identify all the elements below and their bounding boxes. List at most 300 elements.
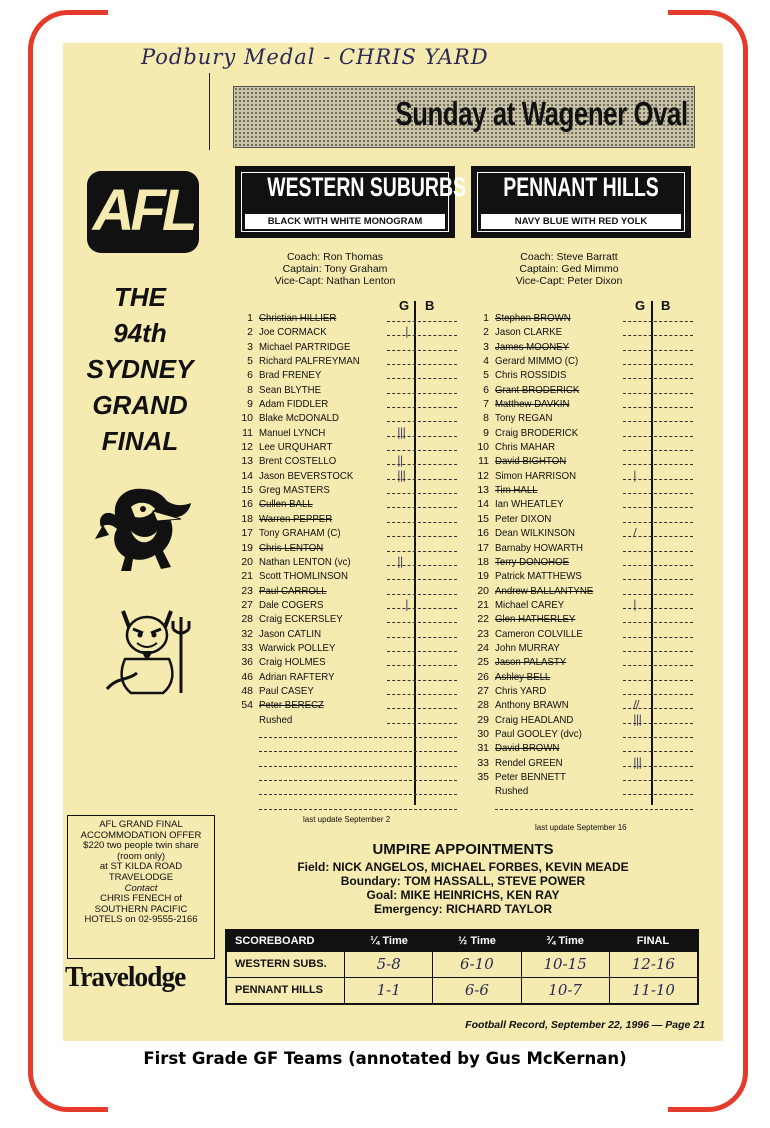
player-name: Craig ECKERSLEY (259, 613, 343, 626)
player-row (237, 340, 457, 354)
handwritten-annotation: Podbury Medal - CHRIS YARD (141, 45, 489, 69)
player-number: 6 (483, 383, 489, 396)
player-number: 3 (247, 340, 253, 353)
player-row (473, 483, 693, 497)
pennant-goals-header: G (635, 298, 646, 313)
goals-tally: / (633, 526, 636, 540)
accommodation-line: HOTELS on 02-9555-2166 (84, 914, 198, 926)
player-number: 54 (241, 699, 253, 712)
score-line (623, 622, 693, 623)
player-row (237, 469, 457, 483)
score-line (623, 493, 693, 494)
player-name: Scott THOMLINSON (259, 570, 348, 583)
player-number: 20 (241, 555, 253, 568)
player-row (237, 727, 457, 741)
player-number: 9 (247, 398, 253, 411)
player-name: Adrian RAFTERY (259, 670, 335, 683)
player-row (237, 784, 457, 798)
player-row (237, 770, 457, 784)
player-name: Nathan LENTON (vc) (259, 555, 351, 568)
player-number: 5 (247, 355, 253, 368)
pennant-coach: Coach: Steve Barratt (520, 251, 618, 263)
score-line (387, 651, 457, 652)
score-line (623, 335, 693, 336)
player-number: 28 (241, 613, 253, 626)
score-line (623, 522, 693, 523)
player-row (473, 655, 693, 669)
score-line (387, 335, 457, 336)
player-name: Lee URQUHART (259, 441, 333, 454)
player-row (237, 368, 457, 382)
player-name: Adam FIDDLER (259, 398, 329, 411)
score-line (387, 680, 457, 681)
afl-logo-text: AFL (92, 178, 194, 243)
player-number: 16 (477, 527, 489, 540)
three-quarter-time-header: ¾ Time (546, 935, 584, 947)
player-name: Gerard MIMMO (C) (495, 355, 579, 368)
umpire-goal: Goal: MIKE HEINRICHS, KEN RAY (366, 888, 560, 902)
venue-banner-text: Sunday at Wagener Oval (395, 95, 688, 132)
score-line (387, 350, 457, 351)
player-row (473, 684, 693, 698)
accommodation-line: TRAVELODGE (108, 871, 174, 883)
player-name: Paul CARROLL (259, 584, 327, 597)
player-name: Craig HOLMES (259, 656, 326, 669)
player-name: Simon HARRISON (495, 469, 577, 482)
title-line: SYDNEY (86, 354, 194, 384)
score-line (623, 321, 693, 322)
umpire-boundary: Boundary: TOM HASSALL, STEVE POWER (340, 874, 586, 888)
player-row (473, 340, 693, 354)
player-row (473, 598, 693, 612)
player-number: 17 (477, 541, 489, 554)
western-suburbs-team-box (235, 166, 466, 238)
score-line (623, 637, 693, 638)
player-name: Anthony BRAWN (495, 699, 569, 712)
scoreboard-team: WESTERN SUBS. (235, 958, 327, 970)
player-number: 33 (477, 756, 489, 769)
player-number: 11 (242, 426, 253, 439)
player-row (473, 497, 693, 511)
player-number: 33 (241, 641, 253, 654)
player-name: Ian WHEATLEY (495, 498, 564, 511)
player-name: Brad FRENEY (259, 369, 322, 382)
score-line (623, 393, 693, 394)
player-number: 9 (483, 426, 489, 439)
player-row (473, 411, 693, 425)
player-row (237, 598, 457, 612)
score-line (495, 809, 693, 810)
player-name: Christian HILLIER (259, 312, 337, 324)
player-number: 21 (241, 570, 253, 583)
player-name: Jason CATLIN (259, 627, 322, 640)
player-name: Jason CLARKE (495, 326, 563, 339)
player-number: 1 (483, 312, 489, 324)
player-row (237, 526, 457, 540)
score-line (623, 551, 693, 552)
player-number: 15 (477, 512, 489, 525)
scoreboard-row (227, 977, 697, 1003)
accommodation-line: Contact (124, 882, 158, 894)
score-cell: 10-7 (521, 978, 609, 1003)
player-number: 13 (477, 484, 489, 497)
goals-tally: || (397, 554, 403, 568)
score-line (387, 551, 457, 552)
player-number: 11 (478, 455, 489, 468)
player-name: Chris MAHAR (495, 441, 556, 454)
afl-logo-icon (87, 171, 199, 253)
player-row (237, 426, 457, 440)
accommodation-offer-text (68, 816, 214, 926)
title-line: 94th (113, 318, 167, 348)
player-row (237, 655, 457, 669)
player-name: Michael CAREY (495, 598, 565, 611)
western-vice-captain: Vice-Capt: Nathan Lenton (274, 275, 396, 287)
player-number: 28 (477, 699, 489, 712)
score-line (387, 665, 457, 666)
score-line (387, 522, 457, 523)
player-number: 22 (477, 613, 489, 626)
player-name: Glen HATHERLEY (495, 613, 576, 626)
player-row (237, 497, 457, 511)
player-row (237, 713, 457, 727)
player-row (237, 541, 457, 555)
player-row (237, 627, 457, 641)
accommodation-offer-box (67, 815, 215, 959)
score-line (387, 407, 457, 408)
player-number: 23 (477, 627, 489, 640)
player-name: Manuel LYNCH (259, 426, 326, 439)
player-number: 12 (241, 441, 253, 454)
western-captain: Captain: Tony Graham (282, 263, 388, 275)
score-line (623, 507, 693, 508)
player-name: Rushed (495, 785, 529, 798)
accommodation-line: (room only) (116, 850, 166, 862)
player-row (473, 727, 693, 741)
player-row (473, 526, 693, 540)
player-number: 7 (483, 398, 489, 411)
player-number: 15 (241, 484, 253, 497)
score-line (623, 794, 693, 795)
western-coach: Coach: Ron Thomas (286, 251, 384, 263)
player-number: 46 (241, 670, 253, 683)
player-number: 6 (247, 369, 253, 382)
player-number: 1 (247, 312, 253, 324)
pennant-behinds-header: B (661, 298, 671, 313)
score-line (623, 651, 693, 652)
player-row (237, 741, 457, 755)
player-number: 24 (477, 641, 489, 654)
player-row (473, 469, 693, 483)
player-name: Greg MASTERS (259, 484, 330, 497)
score-line (387, 493, 457, 494)
score-line (387, 507, 457, 508)
player-number: 5 (483, 369, 489, 382)
pennant-staff (469, 251, 669, 287)
player-number: 35 (477, 771, 489, 783)
western-goals-header: G (399, 298, 410, 313)
goals-tally: ||| (633, 712, 642, 726)
pennant-last-update: last update September 16 (535, 823, 627, 832)
accommodation-line: at ST KILDA ROAD (99, 861, 183, 873)
score-cell: 6-6 (432, 978, 520, 1003)
final-header: FINAL (636, 935, 670, 947)
player-name: Rushed (259, 713, 293, 726)
player-name: Jason PALASTY (495, 656, 567, 669)
devil-mascot-icon (97, 597, 197, 697)
score-line (623, 594, 693, 595)
pennant-team-colours: NAVY BLUE WITH RED YOLK (481, 214, 681, 229)
umpire-emergency: Emergency: RICHARD TAYLOR (373, 902, 553, 916)
score-cell: 1-1 (344, 978, 432, 1003)
score-line (387, 393, 457, 394)
player-name: Paul GOOLEY (dvc) (495, 727, 582, 740)
player-number: 27 (241, 598, 253, 611)
accommodation-line: AFL GRAND FINAL (99, 819, 183, 830)
score-line (623, 450, 693, 451)
goals-tally: ||| (633, 755, 642, 769)
player-number: 21 (477, 598, 489, 611)
player-name: Paul CASEY (259, 684, 314, 697)
player-row (473, 799, 693, 813)
accommodation-line: CHRIS FENECH of (100, 893, 182, 905)
player-name: Andrew BALLANTYNE (495, 584, 594, 597)
player-number: 14 (477, 498, 489, 511)
score-line (387, 450, 457, 451)
accommodation-line: $220 two people twin share (83, 840, 199, 852)
player-number: 19 (241, 541, 253, 554)
score-line (387, 637, 457, 638)
player-name: Patrick MATTHEWS (495, 570, 582, 583)
player-name: Peter DIXON (495, 512, 552, 525)
player-row (473, 584, 693, 598)
score-line (387, 421, 457, 422)
goals-tally: ||| (397, 468, 406, 482)
player-number: 10 (241, 412, 253, 425)
player-number: 4 (483, 355, 489, 368)
score-line (623, 436, 693, 437)
player-number: 17 (241, 527, 253, 540)
score-line (623, 378, 693, 379)
score-line (387, 708, 457, 709)
player-number: 3 (483, 340, 489, 353)
score-line (623, 780, 693, 781)
pennant-captain: Captain: Ged Mimmo (519, 263, 619, 275)
player-row (237, 698, 457, 712)
divider-line (209, 73, 210, 150)
player-name: Sean BLYTHE (259, 383, 322, 396)
player-name: Matthew DAVKIN (495, 398, 570, 411)
player-row (473, 368, 693, 382)
score-line (387, 694, 457, 695)
score-cell: 5-8 (344, 952, 432, 977)
player-row (473, 770, 693, 784)
half-time-header: ½ Time (458, 935, 496, 947)
player-row (237, 641, 457, 655)
score-line (387, 536, 457, 537)
player-row (237, 325, 457, 339)
player-row (473, 670, 693, 684)
player-row (237, 383, 457, 397)
umpire-heading: UMPIRE APPOINTMENTS (372, 841, 554, 858)
score-line (623, 565, 693, 566)
western-player-list (237, 311, 457, 813)
player-name: Joe CORMACK (259, 326, 327, 339)
score-line (387, 579, 457, 580)
goals-tally: | (633, 468, 636, 482)
score-line (387, 378, 457, 379)
travelodge-brand: Travelodge (65, 961, 186, 993)
score-line (623, 579, 693, 580)
score-line (259, 794, 457, 795)
player-name: Chris ROSSIDIS (495, 369, 567, 382)
western-team-name: WESTERN SUBURBS (267, 172, 466, 202)
player-name: Jason BEVERSTOCK (259, 469, 354, 482)
score-cell: 11-10 (609, 978, 697, 1003)
accommodation-line: ACCOMMODATION OFFER (80, 829, 202, 841)
score-line (623, 350, 693, 351)
player-number: 18 (241, 512, 253, 525)
player-number: 8 (483, 412, 489, 425)
player-row (473, 383, 693, 397)
pennant-hills-team-box (471, 166, 691, 238)
player-number: 32 (241, 627, 253, 640)
player-row (473, 440, 693, 454)
player-row (473, 713, 693, 727)
player-row (237, 512, 457, 526)
player-name: Tony GRAHAM (C) (259, 527, 341, 540)
player-number: 12 (477, 469, 489, 482)
score-line (387, 594, 457, 595)
score-line (623, 680, 693, 681)
score-line (623, 694, 693, 695)
pennant-team-name: PENNANT HILLS (503, 172, 659, 202)
behinds-tally: | (405, 325, 408, 339)
player-name: Craig HEADLAND (495, 713, 574, 726)
score-cell: 6-10 (432, 952, 520, 977)
player-number: 10 (477, 441, 489, 454)
player-name: Ashley BELL (495, 670, 551, 683)
player-row (237, 799, 457, 813)
player-row (473, 311, 693, 325)
score-line (623, 665, 693, 666)
player-row (473, 756, 693, 770)
venue-banner (233, 86, 695, 148)
player-number: 31 (477, 742, 489, 755)
goals-tally: ||| (397, 425, 406, 439)
title-line: FINAL (101, 426, 179, 456)
image-caption: First Grade GF Teams (annotated by Gus McKernan) (143, 1049, 627, 1068)
pennant-player-list (473, 311, 693, 813)
player-row (237, 483, 457, 497)
umpire-field: Field: NICK ANGELOS, MICHAEL FORBES, KEVIN MEADE (297, 860, 629, 874)
score-line (259, 751, 457, 752)
player-row (473, 741, 693, 755)
score-line (259, 737, 457, 738)
player-name: John MURRAY (495, 641, 560, 654)
player-row (237, 684, 457, 698)
player-row (237, 411, 457, 425)
player-name: Cameron COLVILLE (495, 627, 583, 640)
player-row (473, 354, 693, 368)
player-row (237, 569, 457, 583)
score-line (623, 421, 693, 422)
player-row (473, 612, 693, 626)
scoreboard-header-row (227, 931, 697, 951)
page-footer: Football Record, September 22, 1996 — Page 21 (465, 1019, 705, 1031)
player-name: Chris YARD (495, 684, 547, 697)
player-number: 26 (477, 670, 489, 683)
player-number: 16 (241, 498, 253, 511)
player-name: James MOONEY (495, 340, 570, 353)
player-name: Craig BRODERICK (495, 426, 579, 439)
score-line (259, 766, 457, 767)
player-number: 27 (477, 684, 489, 697)
player-row (473, 541, 693, 555)
player-row (237, 555, 457, 569)
player-row (473, 426, 693, 440)
player-row (237, 670, 457, 684)
player-row (237, 756, 457, 770)
player-name: Tony REGAN (495, 412, 553, 425)
player-number: 2 (247, 326, 253, 339)
scoreboard-table (225, 929, 699, 1005)
player-row (473, 397, 693, 411)
player-number: 8 (247, 383, 253, 396)
player-name: Rendel GREEN (495, 756, 563, 769)
player-name: Peter BENNETT (495, 771, 566, 783)
player-name: Richard PALFREYMAN (259, 355, 360, 368)
grand-final-title (65, 279, 215, 459)
umpire-appointments (213, 841, 713, 916)
player-name: David BIGHTON (495, 455, 567, 468)
score-line (387, 321, 457, 322)
player-name: Warwick POLLEY (259, 641, 336, 654)
score-line (387, 608, 457, 609)
score-line (623, 407, 693, 408)
player-name: Brent COSTELLO (259, 455, 337, 468)
player-number: 25 (477, 656, 489, 669)
player-row (237, 311, 457, 325)
western-last-update: last update September 2 (303, 815, 391, 824)
score-line (259, 780, 457, 781)
score-line (387, 364, 457, 365)
behinds-tally: | (405, 597, 408, 611)
player-name: Stephen BROWN (495, 312, 571, 324)
player-number: 14 (241, 469, 253, 482)
player-name: David BROWN (495, 742, 560, 755)
player-row (237, 397, 457, 411)
player-row (237, 454, 457, 468)
score-line (623, 737, 693, 738)
player-row (473, 641, 693, 655)
score-line (259, 809, 457, 810)
player-number: 19 (477, 570, 489, 583)
program-page (63, 43, 723, 1041)
player-row (237, 354, 457, 368)
player-number: 20 (477, 584, 489, 597)
player-name: Terry DONOHOE (495, 555, 570, 568)
player-row (473, 555, 693, 569)
goals-tally: | (633, 597, 636, 611)
player-row (473, 512, 693, 526)
player-row (473, 454, 693, 468)
player-name: Michael PARTRIDGE (259, 340, 351, 353)
player-number: 13 (241, 455, 253, 468)
player-row (473, 784, 693, 798)
player-row (473, 569, 693, 583)
goals-tally: // (633, 698, 639, 712)
